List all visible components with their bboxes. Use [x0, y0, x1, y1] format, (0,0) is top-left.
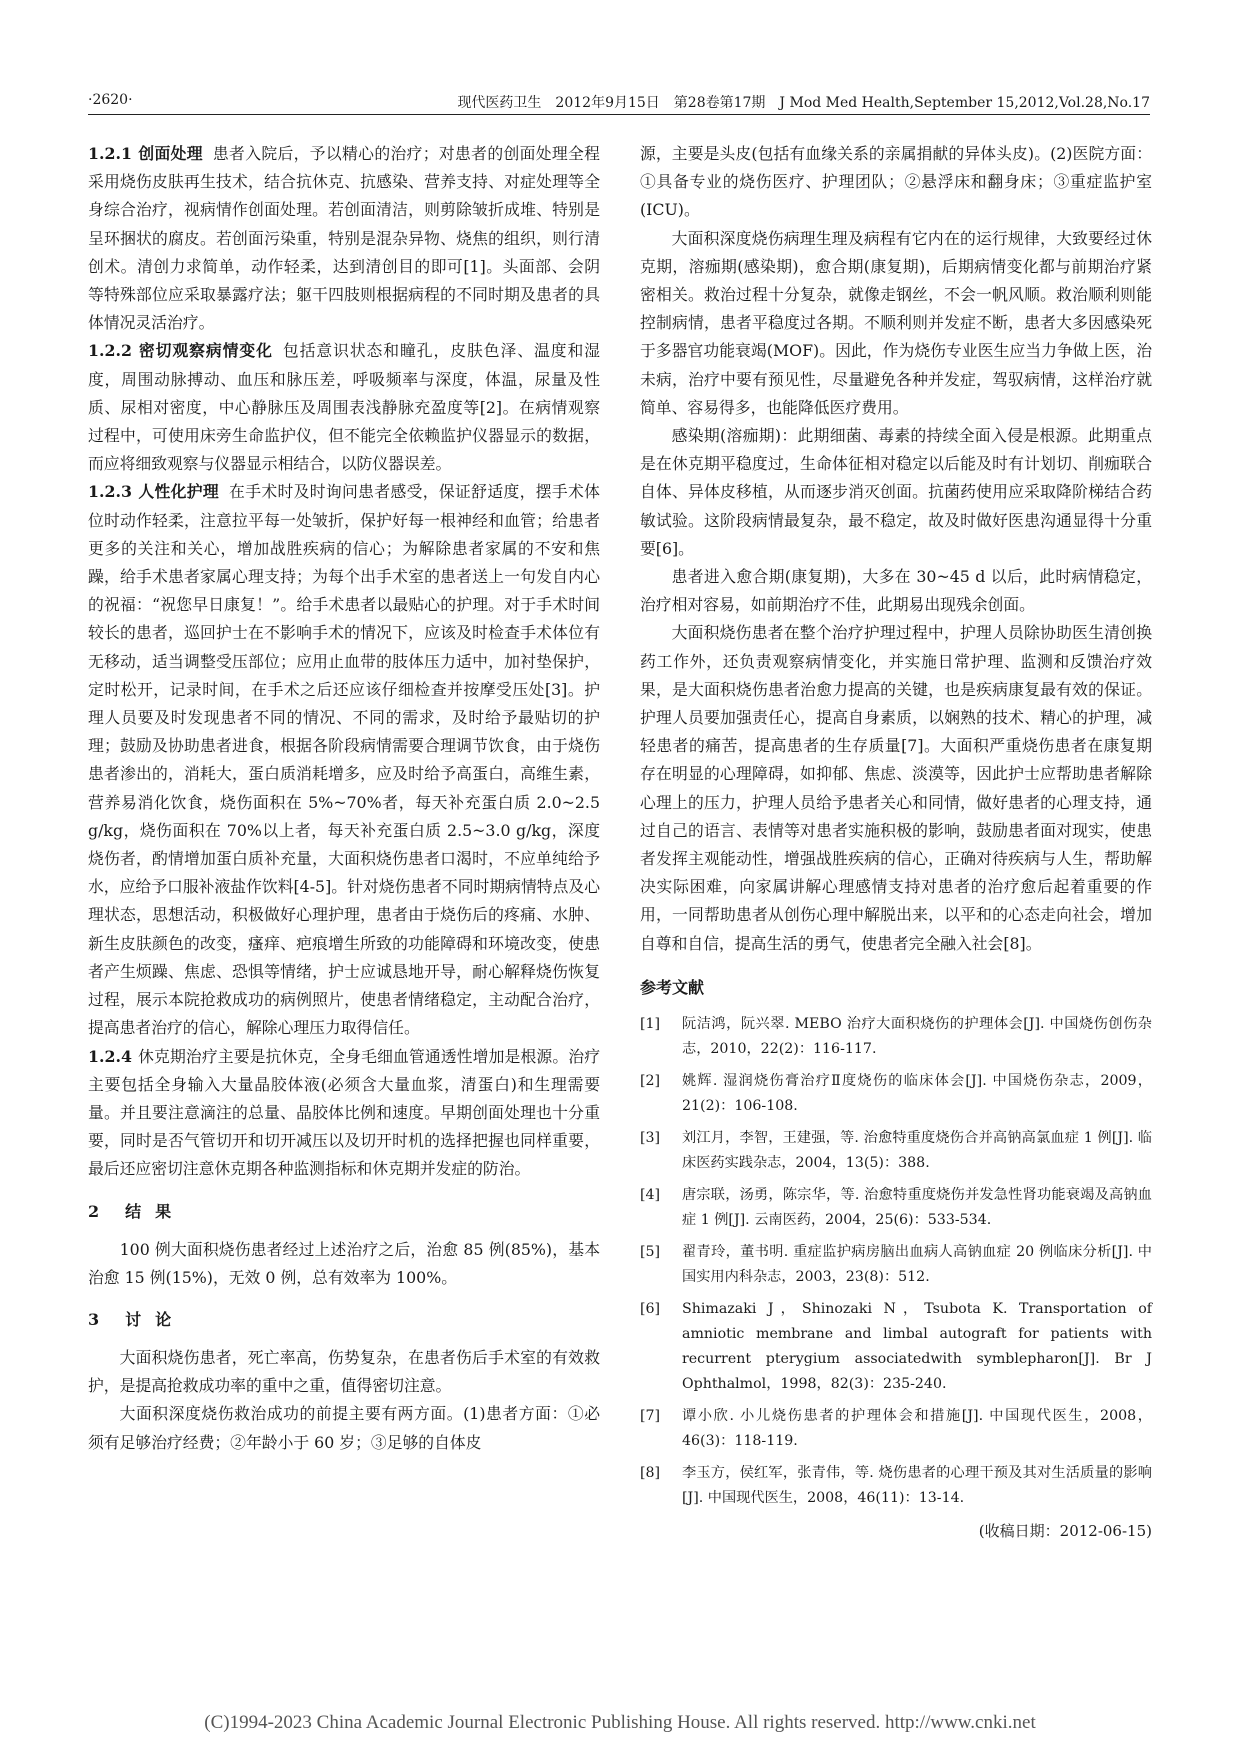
paragraph-text: 休克期治疗主要是抗休克，全身毛细血管通透性增加是根源。治疗主要包括全身输入大量晶胶体液(必须含大量血浆，清蛋白)和生理需要量。并且要注意滴注的总量、晶胶体比例和速度。早期创面处理也十分重要，同时是否气管切开和切开减压以及切开时机的选择把握也同样重要，最后还应密切注意休克期各种监测指标和休克期并发症的防治。: [88, 1046, 600, 1179]
reference-number: [2]: [640, 1072, 661, 1089]
reference-item: [640, 1297, 1152, 1397]
reference-number: [3]: [640, 1129, 661, 1146]
subsection-number: 1.2.3: [88, 482, 132, 502]
reference-text: 翟青玲，董书明. 重症监护病房脑出血病人高钠血症 20 例临床分析[J]. 中国实用内科杂志，2003，23(8)：512.: [682, 1243, 1152, 1285]
section-number: 3: [88, 1309, 100, 1329]
discussion-paragraph-6: 大面积烧伤患者在整个治疗护理过程中，护理人员除协助医生清创换药工作外，还负责观察病情变化，并实施日常护理、监测和反馈治疗效果，是大面积烧伤患者治愈力提高的关键，也是疾病康复最有效的保证。护理人员要加强责任心，提高自身素质，以娴熟的技术、精心的护理，减轻患者的痛苦，提高患者的生存质量[7]。大面积严重烧伤患者在康复期存在明显的心理障碍，如抑郁、焦虑、淡漠等，因此护士应帮助患者解除心理上的压力，护理人员给予患者关心和同情，做好患者的心理支持，通过自己的语言、表情等对患者实施积极的影响，鼓励患者面对现实，使患者发挥主观能动性，增强战胜疾病的信心，正确对待疾病与人生，帮助解决实际困难，向家属讲解心理感情支持对患者的治疗愈后起着重要的作用，一同帮助患者从创伤心理中解脱出来，以平和的心态走向社会，增加自尊和自信，提高生活的勇气，使患者完全融入社会[8]。: [640, 623, 1152, 953]
discussion-paragraph-3: 大面积深度烧伤病理生理及病程有它内在的运行规律，大致要经过休克期，溶痂期(感染期)，愈合期(康复期)，后期病情变化都与前期治疗紧密相关。救治过程十分复杂，就像走钢丝，不会一帆风顺。救治顺利则能控制病情，患者平稳度过各期。不顺利则并发症不断，患者大多因感染死于多器官功能衰竭(MOF)。因此，作为烧伤专业医生应当力争做上医，治未病，治疗中要有预见性，尽量避免各种并发症，驾驭病情，这样治疗就简单、容易得多，也能降低医疗费用。: [640, 228, 1152, 417]
subsection-number: 1.2.4: [88, 1046, 132, 1066]
paragraph-text: 患者入院后，予以精心的治疗；对患者的创面处理全程采用烧伤皮肤再生技术，结合抗休克、抗感染、营养支持、对症处理等全身综合治疗，视病情作创面处理。若创面清洁，则剪除皱折成堆、特别是呈环捆状的腐皮。若创面污染重，特别是混杂异物、烧焦的组织，则行清创术。清创力求简单，动作轻柔，达到清创目的即可[1]。头面部、会阴等特殊部位应采取暴露疗法；躯干四肢则根据病程的不同时期及患者的具体情况灵活治疗。: [88, 144, 600, 333]
results-paragraph: 100 例大面积烧伤患者经过上述治疗之后，治愈 85 例(85%)，基本治愈 15 例(15%)，无效 0 例，总有效率为 100%。: [88, 1239, 600, 1287]
right-column: [640, 140, 1152, 1544]
reference-number: [6]: [640, 1300, 661, 1317]
section-heading-results: [88, 1200, 600, 1224]
subsection-title: 创面处理: [137, 144, 203, 163]
section-1-2-4: [88, 1043, 600, 1184]
section-title: 讨论: [125, 1309, 186, 1329]
continued-paragraph: 源，主要是头皮(包括有血缘关系的亲属捐献的异体头皮)。(2)医院方面：①具备专业的烧伤医疗、护理团队；②悬浮床和翻身床；③重症监护室(ICU)。: [640, 144, 1152, 220]
reference-text: 唐宗联，汤勇，陈宗华，等. 治愈特重度烧伤并发急性肾功能衰竭及高钠血症 1 例[J]. 云南医药，2004，25(6)：533-534.: [682, 1186, 1152, 1228]
reference-item: [640, 1240, 1152, 1290]
section-1-2-2: [88, 337, 600, 478]
subsection-number: 1.2.1: [88, 144, 132, 163]
reference-number: [1]: [640, 1015, 661, 1032]
paragraph-text: 包括意识状态和瞳孔，皮肤色泽、温度和湿度，周围动脉搏动、血压和脉压差，呼吸频率与深度，体温，尿量及性质、尿相对密度，中心静脉压及周围表浅静脉充盈度等[2]。在病情观察过程中，可使用床旁生命监护仪，但不能完全依赖监护仪器显示的数据，而应将细致观察与仪器显示相结合，以防仪器误差。: [88, 341, 600, 474]
reference-text: 姚辉. 湿润烧伤膏治疗Ⅱ度烧伤的临床体会[J]. 中国烧伤杂志，2009，21(2)：106-108.: [682, 1072, 1152, 1114]
page-number: ·2620·: [88, 92, 133, 108]
subsection-title: 人性化护理: [137, 482, 220, 502]
left-column: [88, 140, 600, 1457]
section-1-2-3: [88, 478, 600, 1042]
reference-text: Shimazaki J，Shinozaki N，Tsubota K. Transportation of amniotic membrane and limbal autograft for patients with recurrent pterygium associatedwith symblepharon[J]. Br J Ophthalmol，1998，82(3)：235-240.: [682, 1300, 1152, 1392]
reference-list: [640, 1012, 1152, 1511]
reference-number: [7]: [640, 1407, 661, 1424]
reference-text: 刘江月，李智，王建强，等. 治愈特重度烧伤合并高钠高氯血症 1 例[J]. 临床医药实践杂志，2004，13(5)：388.: [682, 1129, 1152, 1171]
subsection-title: 密切观察病情变化: [137, 341, 273, 361]
copyright-footer: (C)1994-2023 China Academic Journal Electronic Publishing House. All rights reserved. http://www.cnki.net: [204, 1712, 1036, 1733]
reference-item: [640, 1069, 1152, 1119]
received-date: (收稿日期：2012-06-15): [978, 1521, 1152, 1540]
section-1-2-1: [88, 140, 600, 337]
discussion-paragraph-2: 大面积深度烧伤救治成功的前提主要有两方面。(1)患者方面：①必须有足够治疗经费；②年龄小于 60 岁；③足够的自体皮: [88, 1404, 600, 1452]
discussion-paragraph-5: 患者进入愈合期(康复期)，大多在 30~45 d 以后，此时病情稳定，治疗相对容易，如前期治疗不佳，此期易出现残余创面。: [640, 567, 1152, 615]
reference-item: [640, 1183, 1152, 1233]
running-header: [88, 92, 1150, 115]
subsection-number: 1.2.2: [88, 341, 132, 361]
reference-text: 谭小欣. 小儿烧伤患者的护理体会和措施[J]. 中国现代医生，2008，46(3)：118-119.: [682, 1407, 1152, 1449]
reference-text: 阮洁鸿，阮兴翠. MEBO 治疗大面积烧伤的护理体会[J]. 中国烧伤创伤杂志，2010，22(2)：116-117.: [682, 1015, 1152, 1057]
reference-item: [640, 1126, 1152, 1176]
reference-number: [8]: [640, 1464, 661, 1481]
section-heading-discussion: [88, 1308, 600, 1332]
section-number: 2: [88, 1201, 100, 1221]
paragraph-text: 在手术时及时询问患者感受，保证舒适度，摆手术体位时动作轻柔，注意拉平每一处皱折，保护好每一根神经和血管；给患者更多的关注和关心，增加战胜疾病的信心；为解除患者家属的不安和焦躁，给手术患者家属心理支持；为每个出手术室的患者送上一句发自内心的祝福：“祝您早日康复！”。给手术患者以最贴心的护理。对于手术时间较长的患者，巡回护士在不影响手术的情况下，应该及时检查手术体位有无移动，适当调整受压部位；应用止血带的肢体压力适中，加衬垫保护，定时松开，记录时间，在手术之后还应该仔细检查并按摩受压处[3]。护理人员要及时发现患者不同的情况、不同的需求，及时给予最贴切的护理；鼓励及协助患者进食，根据各阶段病情需要合理调节饮食，由于烧伤患者渗出的，消耗大，蛋白质消耗增多，应及时给予高蛋白，高维生素，营养易消化饮食，烧伤面积在 5%~70%者，每天补充蛋白质 2.0~2.5 g/kg，烧伤面积在 70%以上者，每天补充蛋白质 2.5~3.0 g/kg，深度烧伤者，酌情增加蛋白质补充量，大面积烧伤患者口渴时，不应单纯给予水，应给予口服补液盐作饮料[4-5]。针对烧伤患者不同时期病情特点及心理状态，思想活动，积极做好心理护理，患者由于烧伤后的疼痛、水肿、新生皮肤颜色的改变，瘙痒、疤痕增生所致的功能障碍和环境改变，使患者产生烦躁、焦虑、恐惧等情绪，护士应诚恳地开导，耐心解释烧伤恢复过程，展示本院抢救成功的病例照片，使患者情绪稳定，主动配合治疗，提高患者治疗的信心，解除心理压力取得信任。: [88, 482, 600, 1038]
reference-text: 李玉方，侯红军，张青伟，等. 烧伤患者的心理干预及其对生活质量的影响[J]. 中国现代医生，2008，46(11)：13-14.: [682, 1464, 1152, 1506]
section-title: 结果: [125, 1201, 186, 1221]
discussion-paragraph-1: 大面积烧伤患者，死亡率高，伤势复杂，在患者伤后手术室的有效救护，是提高抢救成功率的重中之重，值得密切注意。: [88, 1347, 600, 1396]
reference-item: [640, 1461, 1152, 1511]
reference-item: [640, 1012, 1152, 1062]
reference-number: [4]: [640, 1186, 661, 1203]
reference-number: [5]: [640, 1243, 661, 1260]
journal-citation: 现代医药卫生 2012年9月15日 第28卷第17期 J Mod Med Health,September 15,2012,Vol.28,No.17: [457, 95, 1150, 111]
references-heading: 参考文献: [640, 977, 705, 997]
discussion-paragraph-4: 感染期(溶痂期)：此期细菌、毒素的持续全面入侵是根源。此期重点是在休克期平稳度过，生命体征相对稳定以后能及时有计划切、削痂联合自体、异体皮移植，从而逐步消灭创面。抗菌药使用应采取降阶梯结合药敏试验。这阶段病情最复杂，最不稳定，故及时做好医患沟通显得十分重要[6]。: [640, 426, 1152, 558]
reference-item: [640, 1404, 1152, 1454]
